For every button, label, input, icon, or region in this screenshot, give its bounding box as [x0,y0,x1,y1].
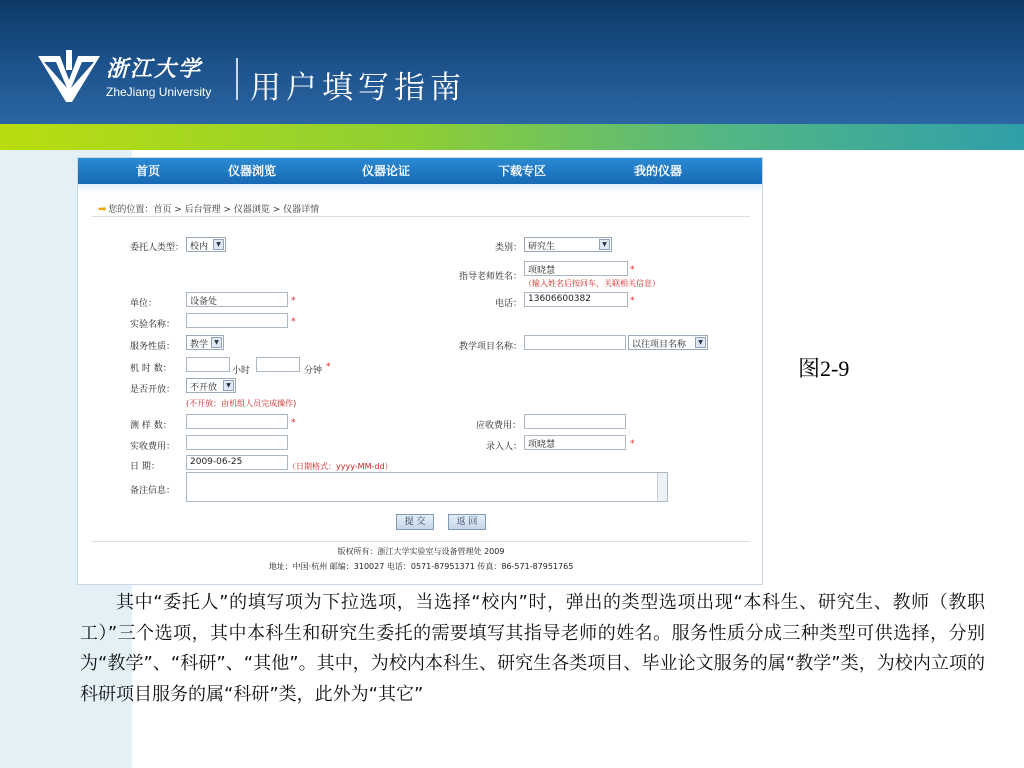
advisor-note: （输入姓名后按回车，关联相关信息） [524,279,660,288]
service-select[interactable] [186,335,224,350]
remark-textarea[interactable] [186,472,668,502]
university-logo-icon [38,50,100,102]
open-note: (不开放：由机组人员完成操作) [186,399,297,408]
category-value: 研究生 [528,242,556,252]
description-paragraph: 其中“委托人”的填写项为下拉选项，当选择“校内”时，弹出的类型选项出现“本科生、研究生、教师（教职工）”三个选项，其中本科生和研究生委托的需要填写其指导老师的姓名。服务性质分成三种类型可供选择，分别为“教学”、“科研”、“其他”。其中，为校内本科生、研究生各类项目、毕业论文服务的属“教学”类，为校内立项的科研项目服务的属“科研”类，此外为“其它” [80,592,985,705]
service-value: 教学 [190,340,209,350]
recorder-label: 录入人： [486,442,523,452]
nav-item-evaluate[interactable]: 仪器论证 [362,164,411,178]
date-input[interactable]: 2009-06-25 [186,455,288,470]
nav-shadow [78,184,763,194]
open-value: 不开放 [190,383,218,393]
machine-time-label: 机 时 数： [130,364,172,374]
advisor-input[interactable]: 项晓慧 [524,261,628,276]
past-project-select[interactable] [628,335,708,350]
header-divider [236,58,238,100]
advisor-label: 指导老师姓名： [459,272,523,282]
logo-english-name: ZheJiang University [106,85,212,99]
project-name-input[interactable] [524,335,626,350]
required-mark: * [630,265,635,275]
nav-item-my-instruments[interactable]: 我的仪器 [634,164,683,178]
nav-item-browse[interactable]: 仪器浏览 [228,164,277,178]
logo-chinese-name: 浙江大学 [106,56,203,82]
slide-header [0,0,1024,124]
required-mark: * [630,439,635,449]
slide-title: 用户填写指南 [250,70,466,106]
submit-button[interactable]: 提 交 [396,514,434,530]
past-project-value: 以往项目名称 [632,340,687,350]
phone-label: 电话： [495,299,523,309]
hours-unit: 小时 [232,366,251,376]
remark-label: 备注信息： [130,486,176,496]
back-button[interactable]: 返 回 [448,514,486,530]
dropdown-arrow-icon: ▼ [599,239,610,250]
textarea-scrollbar[interactable] [657,473,667,501]
required-mark: * [291,296,296,306]
nav-item-download[interactable]: 下载专区 [498,164,547,178]
breadcrumb-divider [92,216,750,217]
breadcrumb-arrow-icon: ➡ [98,204,107,215]
figure-label: 图2-9 [798,356,850,381]
fee-due-input[interactable] [524,414,626,429]
footer-divider [92,541,750,542]
required-mark: * [291,317,296,327]
header-accent-band [0,124,1024,150]
date-format-note: （日期格式：yyyy-MM-dd） [288,462,393,471]
client-type-label: 委托人类型： [130,243,185,253]
project-name-label: 教学项目名称： [459,342,523,352]
fee-paid-label: 实收费用： [130,442,176,452]
category-select[interactable] [524,237,612,252]
footer-copyright: 版权所有：浙江大学实验室与设备管理处 2009 [337,547,505,556]
sample-count-label: 测 样 数： [130,421,172,431]
dropdown-arrow-icon: ▼ [695,337,706,348]
minutes-input[interactable] [256,357,300,372]
footer-address: 地址：中国·杭州 邮编：310027 电话：0571-87951371 传真：86-571-87951765 [268,562,574,571]
phone-input[interactable]: 13606600382 [524,292,628,307]
fee-due-label: 应收费用： [476,421,522,431]
date-label: 日 期： [130,462,160,472]
open-label: 是否开放： [130,385,176,395]
screenshot-panel [77,157,763,585]
dropdown-arrow-icon: ▼ [211,337,222,348]
required-mark: * [326,362,331,372]
lab-name-label: 实验名称： [130,320,176,330]
unit-label: 单位： [130,299,158,309]
breadcrumb-text: 您的位置：首页 > 后台管理 > 仪器浏览 > 仪器详情 [108,205,320,215]
sample-count-input[interactable] [186,414,288,429]
breadcrumb [98,202,319,215]
client-type-value: 校内 [190,242,209,252]
category-label: 类别： [495,243,523,253]
open-select[interactable] [186,378,236,393]
fee-paid-input[interactable] [186,435,288,450]
site-navbar [78,158,763,184]
lab-name-input[interactable] [186,313,288,328]
minutes-unit: 分钟 [304,366,323,376]
service-label: 服务性质： [130,342,176,352]
dropdown-arrow-icon: ▼ [213,239,224,250]
recorder-input[interactable]: 项晓慧 [524,435,626,450]
required-mark: * [291,418,296,428]
required-mark: * [630,296,635,306]
nav-item-home[interactable]: 首页 [136,164,161,178]
dropdown-arrow-icon: ▼ [223,380,234,391]
hours-input[interactable] [186,357,230,372]
client-type-select[interactable] [186,237,226,252]
unit-input[interactable]: 设备处 [186,292,288,307]
